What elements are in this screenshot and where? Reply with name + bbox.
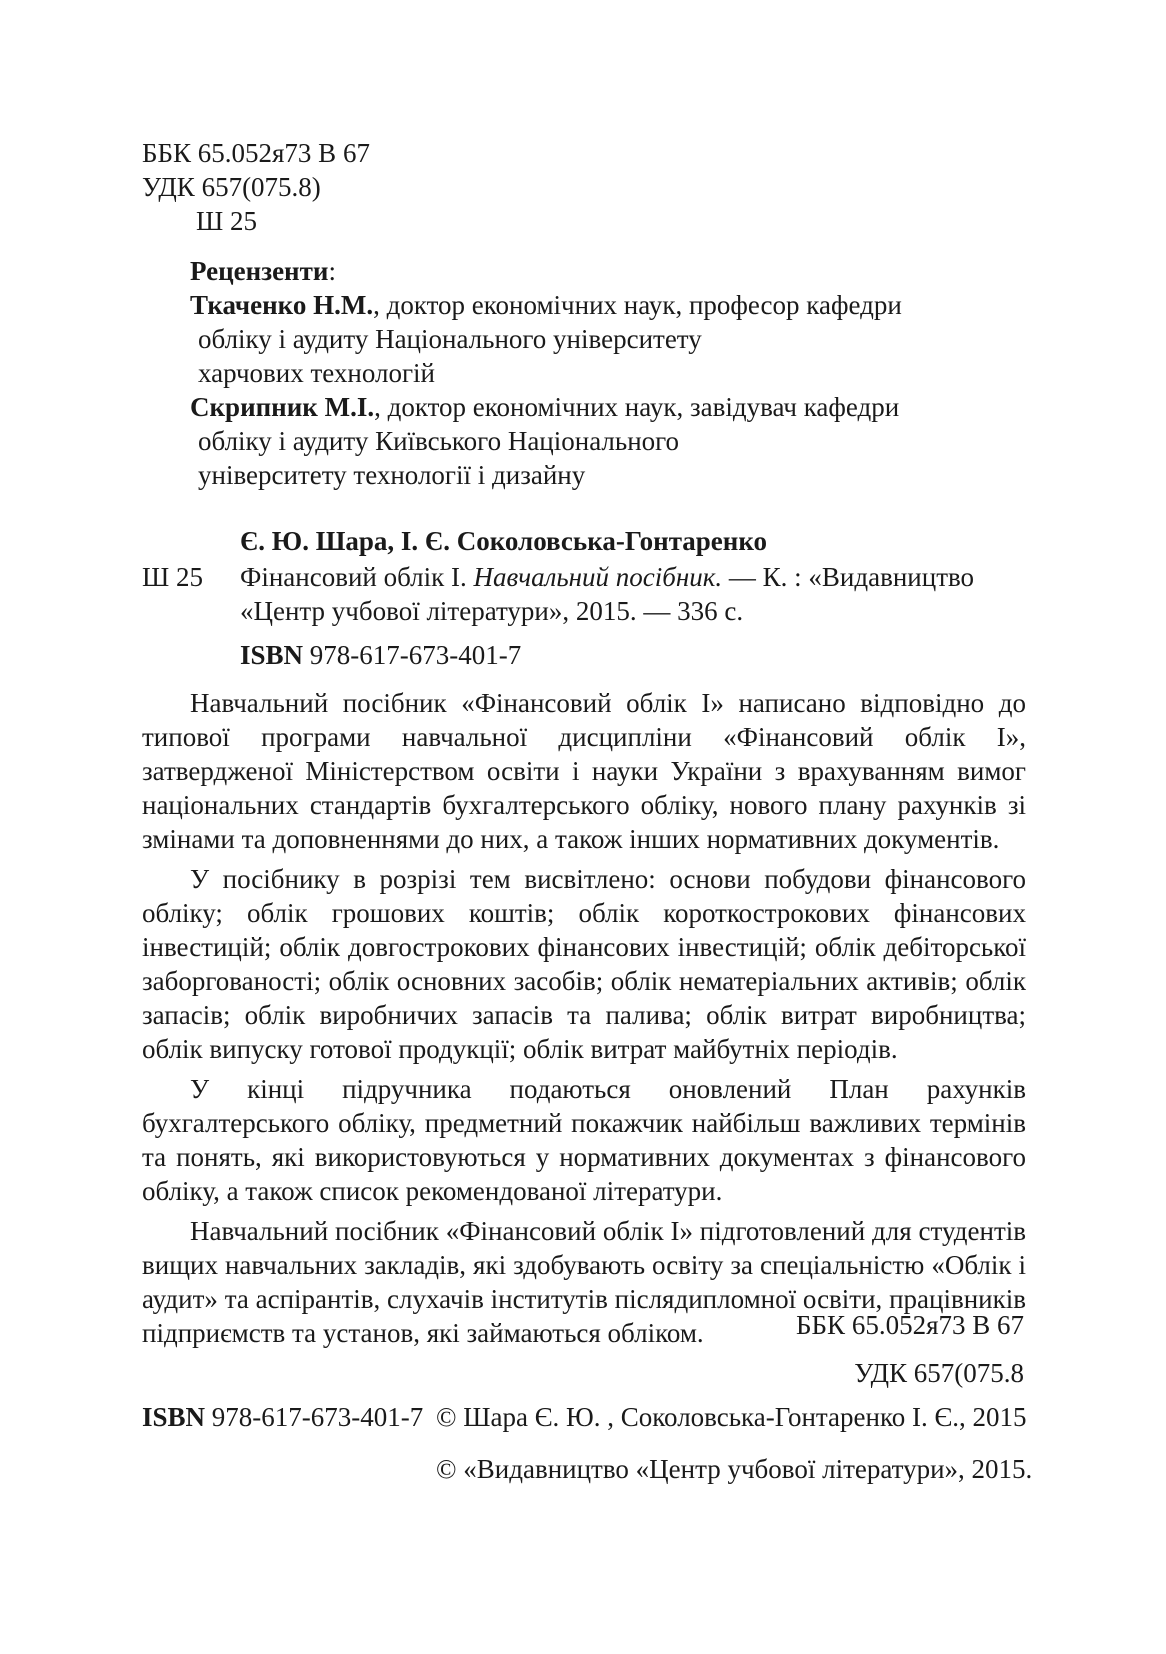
publisher-line1: — К. : «Видавництво: [722, 562, 975, 592]
reviewer-2-line2: обліку і аудиту Київського Національного: [198, 426, 680, 456]
reviewer-2-line3: університету технології і дизайну: [198, 460, 586, 490]
reviewer-2-line1: , доктор економічних наук, завідувач кафедри: [374, 392, 900, 422]
footer-bbk: ББК 65.052я73 В 67: [796, 1310, 1024, 1340]
footer-codes: [796, 1308, 1024, 1404]
annotation-paragraph: У кінці підручника подаються оновлений План рахунків бухгалтерського обліку, предметний покажчик найбільш важливих термінів та понять, які використовуються у нормативних документах з фінансового обліку, а також список рекомендованої літератури.: [142, 1074, 1026, 1206]
reviewers-title-colon: :: [328, 256, 336, 286]
copyright-authors: © Шара Є. Ю. , Соколовська-Гонтаренко І. Є., 2015: [436, 1402, 1027, 1432]
book-title: Фінансовий облік I.: [240, 562, 474, 592]
reviewer-1-name: Ткаченко Н.М.: [190, 290, 374, 320]
copyright-publisher: © «Видавництво «Центр учбової літератури», 2015.: [436, 1454, 1033, 1484]
bbk-code: ББК 65.052я73 В 67: [142, 138, 370, 168]
reviewer-1: [190, 288, 902, 322]
classification-codes: [142, 136, 370, 238]
reviewers-heading: [190, 254, 902, 288]
annotation-paragraph: Навчальний посібник «Фінансовий облік І» підготовлений для студентів вищих навчальних закладів, які здобувають освіту за спеціальністю «Облік і аудит» та аспірантів, слухачів інститутів післядипломної освіти, працівників підприємств та установ, які займаються обліком.: [142, 1216, 1026, 1348]
udk-code: УДК 657(075.8): [142, 172, 321, 202]
book-authors: Є. Ю. Шара, І. Є. Соколовська-Гонтаренко: [240, 526, 768, 556]
publisher-line2: «Центр учбової літератури», 2015. — 336 с.: [240, 596, 744, 626]
annotation-paragraph: У посібнику в розрізі тем висвітлено: основи побудови фінансового обліку; облік грошових коштів; облік короткострокових фінансових інвестицій; облік довгострокових фінансових інвестицій; облік дебіторської заборгованості; облік основних засобів; облік нематеріальних активів; облік запасів; облік виробничих запасів та палива; облік витрат виробництва; облік випуску готової продукції; облік витрат майбутніх періодів.: [142, 864, 1026, 1064]
footer-isbn: [142, 1400, 423, 1434]
reviewers-block: [190, 254, 902, 492]
footer-isbn-label: ISBN: [142, 1402, 206, 1432]
reviewer-1-line1: , доктор економічних наук, професор кафедри: [373, 290, 902, 320]
reviewer-1-line2: обліку і аудиту Національного університету: [198, 324, 702, 354]
book-isbn: [240, 638, 521, 672]
annotation: [142, 686, 1026, 1356]
reviewer-2-name: Скрипник М.І.: [190, 392, 375, 422]
book-type: Навчальний посібник.: [473, 562, 723, 592]
author-sign: Ш 25: [196, 206, 257, 236]
reviewer-1-line3: харчових технологій: [198, 358, 436, 388]
footer-udk: УДК 657(075.8: [854, 1358, 1024, 1388]
annotation-paragraph: Навчальний посібник «Фінансовий облік І» написано відповідно до типової програми навчальної дисципліни «Фінансовий облік І», затвердженої Міністерством освіти і науки України з врахуванням вимог національних стандартів бухгалтерського обліку, нового плану рахунків зі змінами та доповненнями до них, а також інших нормативних документів.: [142, 688, 1026, 854]
isbn-label: ISBN: [240, 640, 304, 670]
book-description: [240, 560, 974, 628]
book-sign: Ш 25: [142, 562, 203, 592]
reviewers-title: Рецензенти: [190, 256, 329, 286]
isbn-value: 978-617-673-401-7: [303, 640, 522, 670]
reviewer-2: [190, 390, 902, 424]
footer-isbn-value: 978-617-673-401-7: [205, 1402, 424, 1432]
